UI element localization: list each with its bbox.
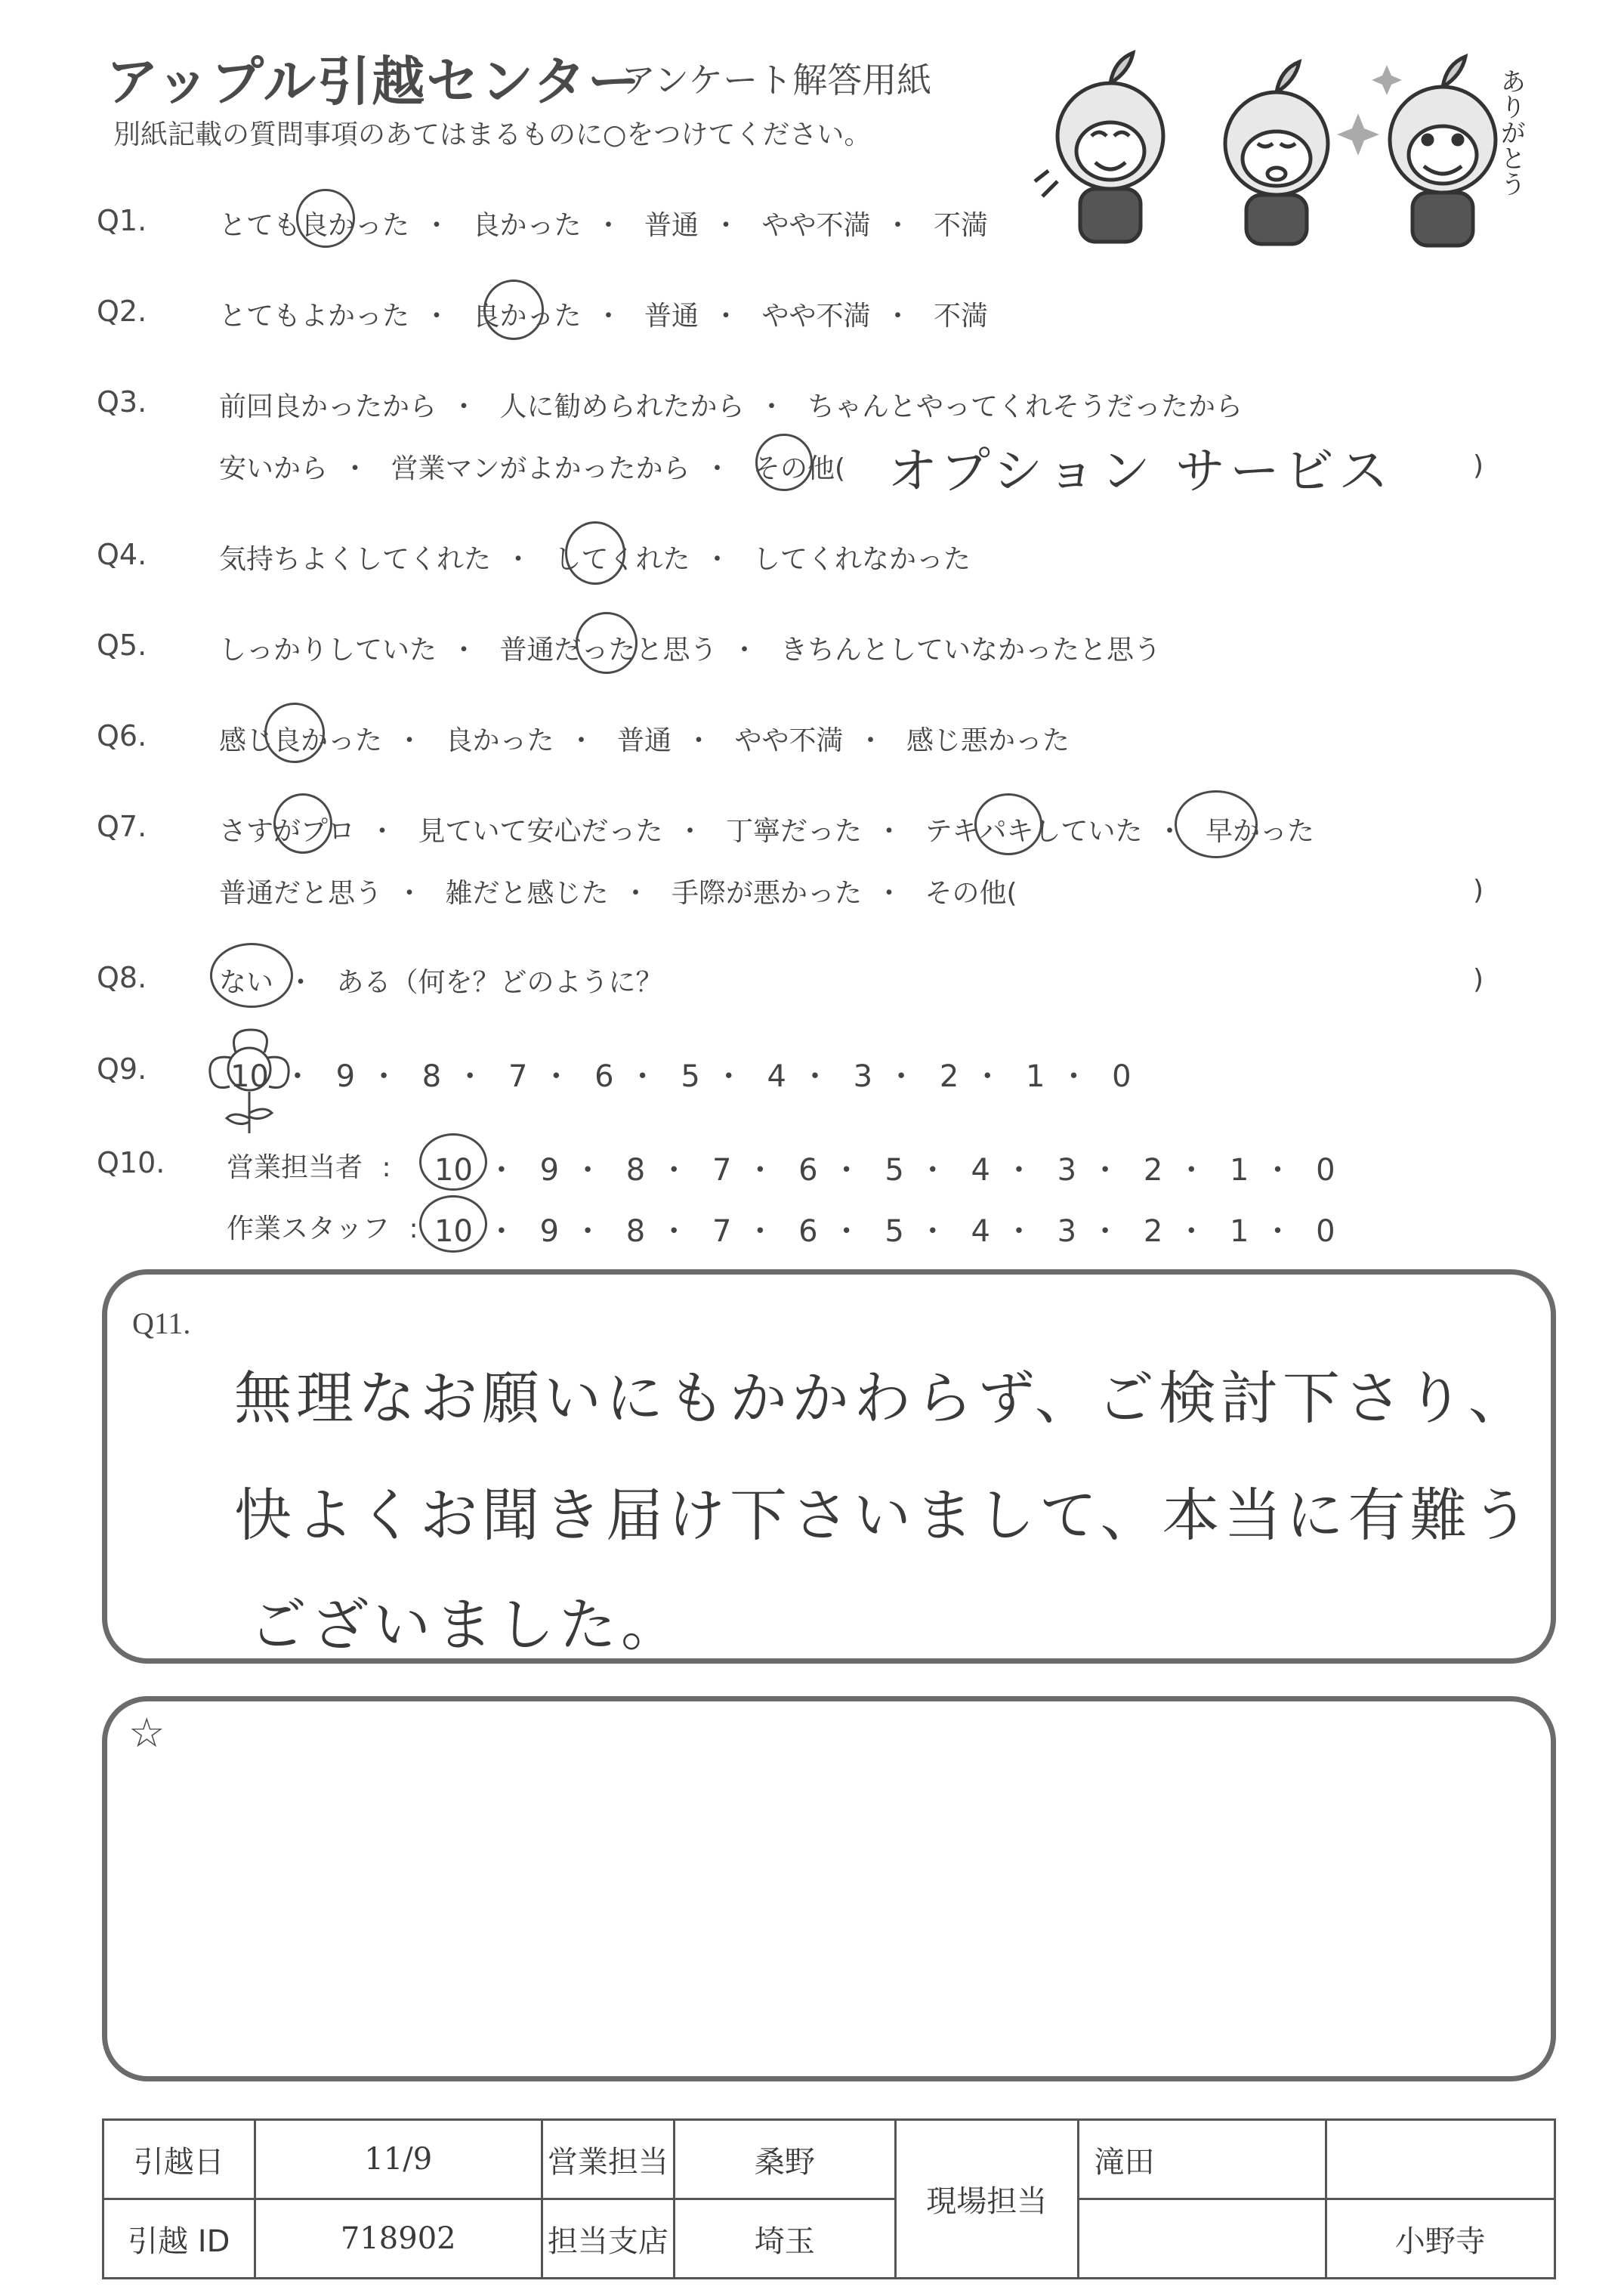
q3-option-2[interactable]: 人に勧められたから xyxy=(499,391,745,422)
q9-score-4[interactable]: 4 xyxy=(767,1059,786,1094)
q6-option-1[interactable]: 感じ良かった xyxy=(219,725,383,756)
q2-label: Q2. xyxy=(97,295,147,328)
q4-selection-circle xyxy=(565,521,625,585)
q10-sales-score-3[interactable]: 3 xyxy=(1057,1153,1077,1188)
move-id-value[interactable]: 718902 xyxy=(255,2199,542,2279)
q6-selection-circle xyxy=(264,703,325,763)
q3-option-3[interactable]: ちゃんとやってくれそうだったから xyxy=(807,391,1243,422)
star-icon: ☆ xyxy=(128,1709,165,1757)
q10-staff-score-6[interactable]: 6 xyxy=(798,1214,818,1249)
q9-score-8[interactable]: 8 xyxy=(421,1059,442,1094)
q1-option-2[interactable]: 良かった xyxy=(472,210,582,241)
q9-score-0[interactable]: 0 xyxy=(1112,1059,1132,1094)
q11-comment-line-2: 快よくお聞き届け下さいまして、本当に有難う xyxy=(234,1482,1534,1549)
q10-sales-score-10[interactable]: 10 xyxy=(434,1153,473,1188)
q6-label: Q6. xyxy=(97,719,147,752)
q8-options: ない ・ ある（何を？どのように？ xyxy=(219,961,663,1000)
q10-sales-score-2[interactable]: 2 xyxy=(1143,1153,1163,1188)
q4-option-1[interactable]: 気持ちよくしてくれた xyxy=(219,544,492,575)
q10-staff-score-1[interactable]: 1 xyxy=(1230,1214,1249,1249)
q7-selection-circle-2 xyxy=(974,793,1042,855)
q10-sales-score-0[interactable]: 0 xyxy=(1316,1153,1335,1188)
q9-scale: 10 ・ 9 ・ 8 ・ 7 ・ 6 ・ 5 ・ 4 ・ 3 ・ 2 ・ 1 ・ 0 xyxy=(230,1059,1132,1094)
q11-label: Q11. xyxy=(132,1306,191,1340)
move-date-value[interactable]: 11/9 xyxy=(255,2120,542,2199)
q4-option-3[interactable]: してくれなかった xyxy=(752,544,971,575)
q10-sales-score-7[interactable]: 7 xyxy=(712,1153,732,1188)
q3-option-1[interactable]: 前回良かったから xyxy=(219,391,437,422)
q5-selection-circle xyxy=(576,612,638,674)
q10-staff-score-9[interactable]: 9 xyxy=(539,1214,560,1249)
site-staff-extra-1[interactable] xyxy=(1326,2120,1555,2199)
q8-close-paren: ) xyxy=(1473,964,1484,995)
branch-value[interactable]: 埼玉 xyxy=(674,2199,895,2279)
q7-option-7[interactable]: 雑だと感じた xyxy=(445,878,609,909)
sales-rep-label: 営業担当 xyxy=(542,2120,675,2199)
q1-option-3[interactable]: 普通 xyxy=(644,210,699,241)
q9-score-7[interactable]: 7 xyxy=(508,1059,528,1094)
q10-sales-score-4[interactable]: 4 xyxy=(971,1153,990,1188)
q7-option-4[interactable]: テキパキしていた xyxy=(925,816,1143,847)
q3-option-other[interactable]: その他( xyxy=(752,453,846,484)
q9-score-9[interactable]: 9 xyxy=(335,1059,356,1094)
footer-info-table xyxy=(102,2118,1556,2279)
q3-close-paren: ) xyxy=(1473,450,1484,481)
q8-option-2[interactable]: ある（何を？どのように？ xyxy=(336,967,663,998)
q6-options: 感じ良かった ・ 良かった ・ 普通 ・ やや不満 ・ 感じ悪かった xyxy=(219,719,1070,758)
q9-score-1[interactable]: 1 xyxy=(1026,1059,1045,1094)
q11-comment-line-3: ございました。 xyxy=(249,1591,683,1658)
q5-option-1[interactable]: しっかりしていた xyxy=(219,635,437,666)
q11-comment-line-1: 無理なお願いにもかかわらず、ご検討下さり、 xyxy=(234,1364,1530,1432)
q9-score-3[interactable]: 3 xyxy=(853,1059,873,1094)
q7-option-2[interactable]: 見ていて安心だった xyxy=(418,816,663,847)
q9-score-10[interactable]: 10 xyxy=(230,1059,269,1094)
q9-score-6[interactable]: 6 xyxy=(594,1059,614,1094)
q9-flower-doodle xyxy=(189,1024,302,1145)
mascot-text: ありがとう xyxy=(1496,68,1526,196)
q5-option-2[interactable]: 普通だったと思う xyxy=(499,635,718,666)
q7-option-3[interactable]: 丁寧だった xyxy=(725,816,862,847)
form-subtitle: アンケート解答用紙 xyxy=(621,60,932,100)
q6-option-5[interactable]: 感じ悪かった xyxy=(906,725,1070,756)
q10-staff-score-8[interactable]: 8 xyxy=(625,1214,646,1249)
q10-staff-score-3[interactable]: 3 xyxy=(1057,1214,1077,1249)
q7-selection-circle-1 xyxy=(273,793,332,854)
q10-row-sales xyxy=(227,1146,402,1185)
q10-staff-score-7[interactable]: 7 xyxy=(712,1214,732,1249)
q7-option-5[interactable]: 早かった xyxy=(1205,816,1314,847)
q3-options-line-2: 安いから ・ 営業マンがよかったから ・ その他( xyxy=(219,447,845,486)
move-date-label: 引越日 xyxy=(103,2120,255,2199)
q10-sales-label: 営業担当者 xyxy=(227,1152,363,1183)
site-staff-extra-2[interactable] xyxy=(1078,2199,1326,2279)
q2-selection-circle xyxy=(483,280,544,340)
q1-option-1[interactable]: とても良かった xyxy=(219,210,410,241)
star-comment-box[interactable] xyxy=(102,1696,1556,2081)
q10-staff-colon: : xyxy=(409,1213,418,1244)
q4-option-2[interactable]: してくれた xyxy=(554,544,690,575)
q10-row-staff xyxy=(227,1207,429,1246)
q5-options: しっかりしていた ・ 普通だったと思う ・ きちんとしていなかったと思う xyxy=(219,629,1161,667)
q6-option-2[interactable]: 良かった xyxy=(445,725,554,756)
q10-sales-score-9[interactable]: 9 xyxy=(539,1153,560,1188)
q10-sales-selection-circle xyxy=(419,1133,487,1191)
q7-option-other[interactable]: その他( xyxy=(925,878,1017,909)
q7-option-6[interactable]: 普通だと思う xyxy=(219,878,383,909)
q4-options: 気持ちよくしてくれた ・ してくれた ・ してくれなかった xyxy=(219,538,971,576)
q4-label: Q4. xyxy=(97,538,147,571)
form-instruction: 別紙記載の質問事項のあてはまるものに○をつけてください。 xyxy=(113,119,872,150)
q10-staff-score-5[interactable]: 5 xyxy=(885,1214,904,1249)
q10-staff-score-10[interactable]: 10 xyxy=(434,1214,473,1249)
q7-options-line-1: さすがプロ ・ 見ていて安心だった ・ 丁寧だった ・ テキパキしていた ・ 早かった xyxy=(219,810,1314,848)
branch-label: 担当支店 xyxy=(542,2199,675,2279)
q3-label: Q3. xyxy=(97,385,147,419)
q2-option-4[interactable]: やや不満 xyxy=(761,301,871,332)
q10-staff-score-2[interactable]: 2 xyxy=(1143,1214,1163,1249)
q2-option-1[interactable]: とてもよかった xyxy=(219,301,410,332)
q3-options-line-1: 前回良かったから ・ 人に勧められたから ・ ちゃんとやってくれそうだったから xyxy=(219,385,1243,424)
site-staff-label: 現場担当 xyxy=(895,2120,1078,2279)
q10-sales-score-6[interactable]: 6 xyxy=(798,1153,818,1188)
q10-staff-selection-circle xyxy=(419,1195,487,1253)
q10-sales-colon: : xyxy=(381,1152,391,1183)
q10-staff-score-0[interactable]: 0 xyxy=(1316,1214,1335,1249)
q1-options: とても良かった ・ 良かった ・ 普通 ・ やや不満 ・ 不満 xyxy=(219,204,988,243)
q3-option-5[interactable]: 営業マンがよかったから xyxy=(391,453,690,484)
sales-rep-value[interactable]: 桑野 xyxy=(674,2120,895,2199)
q10-label: Q10. xyxy=(97,1146,165,1179)
q10-staff-score-4[interactable]: 4 xyxy=(971,1214,990,1249)
q6-option-4[interactable]: やや不満 xyxy=(734,725,844,756)
q9-score-2[interactable]: 2 xyxy=(939,1059,959,1094)
q1-option-5[interactable]: 不満 xyxy=(933,210,988,241)
q2-options: とてもよかった ・ 良かった ・ 普通 ・ やや不満 ・ 不満 xyxy=(219,295,988,333)
q2-option-5[interactable]: 不満 xyxy=(933,301,988,332)
q7-options-line-2: 普通だと思う ・ 雑だと感じた ・ 手際が悪かった ・ その他( xyxy=(219,872,1017,910)
q9-score-5[interactable]: 5 xyxy=(681,1059,700,1094)
move-id-label: 引越 ID xyxy=(103,2199,255,2279)
q10-staff-label: 作業スタッフ xyxy=(227,1213,391,1244)
q7-option-8[interactable]: 手際が悪かった xyxy=(671,878,862,909)
q3-other-text[interactable]: オプション サービス xyxy=(888,442,1394,500)
form-title: アップル引越センター xyxy=(106,51,642,113)
q2-option-3[interactable]: 普通 xyxy=(644,301,699,332)
q10-sales-score-1[interactable]: 1 xyxy=(1230,1153,1249,1188)
q1-label: Q1. xyxy=(97,204,147,237)
q7-close-paren: ) xyxy=(1473,875,1484,906)
q10-sales-scale: 10 ・ 9 ・ 8 ・ 7 ・ 6 ・ 5 ・ 4 ・ 3 ・ 2 ・ 1 ・ 0 xyxy=(434,1153,1335,1188)
q2-option-2[interactable]: 良かった xyxy=(472,301,582,332)
q7-label: Q7. xyxy=(97,810,147,843)
q10-sales-score-8[interactable]: 8 xyxy=(625,1153,646,1188)
q3-option-4[interactable]: 安いから xyxy=(219,453,329,484)
q8-selection-circle xyxy=(210,943,293,1008)
site-staff-value-1[interactable]: 滝田 xyxy=(1078,2120,1326,2199)
mascot-illustration xyxy=(1027,45,1541,249)
q8-label: Q8. xyxy=(97,961,147,994)
q7-option-1[interactable]: さすがプロ xyxy=(219,816,356,847)
q10-staff-scale: 10 ・ 9 ・ 8 ・ 7 ・ 6 ・ 5 ・ 4 ・ 3 ・ 2 ・ 1 ・ 0 xyxy=(434,1214,1335,1249)
q9-label: Q9. xyxy=(97,1052,147,1086)
q1-selection-circle xyxy=(296,189,355,248)
q3-selection-circle xyxy=(755,434,813,491)
q7-selection-circle-3 xyxy=(1175,790,1258,858)
q5-label: Q5. xyxy=(97,629,147,662)
q5-option-3[interactable]: きちんとしていなかったと思う xyxy=(780,635,1161,666)
q8-option-1[interactable]: ない xyxy=(219,967,274,998)
q6-option-3[interactable]: 普通 xyxy=(616,725,672,756)
site-staff-value-2[interactable]: 小野寺 xyxy=(1326,2199,1555,2279)
q10-sales-score-5[interactable]: 5 xyxy=(885,1153,904,1188)
q1-option-4[interactable]: やや不満 xyxy=(761,210,871,241)
